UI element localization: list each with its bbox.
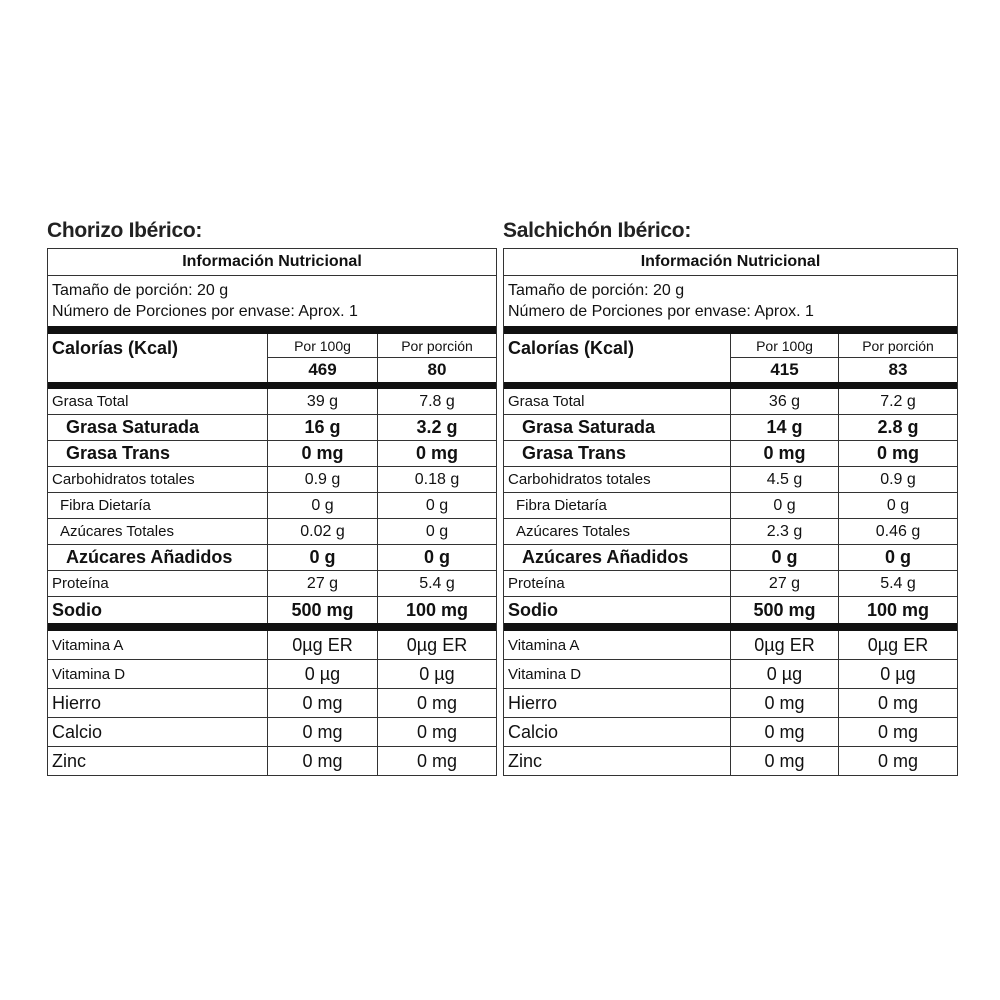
nutrient-row: Sodio 500 mg 100 mg xyxy=(504,597,957,623)
vitamin-row: Calcio 0 mg 0 mg xyxy=(504,718,957,747)
product-panel-salchichon xyxy=(503,216,958,776)
calories-row xyxy=(504,334,957,382)
label-header: Información Nutricional xyxy=(48,249,496,276)
nutrient-row: Grasa Total 39 g 7.8 g xyxy=(48,389,496,415)
servings-per-container: Número de Porciones por envase: Aprox. 1 xyxy=(508,303,814,320)
nutrient-row: Sodio 500 mg 100 mg xyxy=(48,597,496,623)
serving-info xyxy=(504,276,957,326)
servings-per-container: Número de Porciones por envase: Aprox. 1 xyxy=(52,303,358,320)
vitamin-row: Vitamina D 0 µg 0 µg xyxy=(48,660,496,689)
calories-per-serving: 80 xyxy=(427,360,447,379)
vitamin-row: Vitamina A 0µg ER 0µg ER xyxy=(504,631,957,660)
calories-row xyxy=(48,334,496,382)
serving-info xyxy=(48,276,496,326)
vitamin-row: Hierro 0 mg 0 mg xyxy=(48,689,496,718)
calories-label: Calorías (Kcal) xyxy=(504,334,731,382)
nutrient-row: Fibra Dietaría 0 g 0 g xyxy=(48,493,496,519)
vitamin-row: Hierro 0 mg 0 mg xyxy=(504,689,957,718)
col-header-per-100g: Por 100g xyxy=(731,334,838,358)
product-title: Chorizo Ibérico: xyxy=(47,219,203,242)
divider-bar xyxy=(48,623,496,631)
nutrition-label xyxy=(503,248,958,776)
calories-per-serving: 83 xyxy=(888,360,908,379)
serving-size: Tamaño de porción: 20 g xyxy=(508,282,685,299)
nutrient-row: Grasa Saturada 14 g 2.8 g xyxy=(504,415,957,441)
vitamin-row: Calcio 0 mg 0 mg xyxy=(48,718,496,747)
vitamin-row: Vitamina A 0µg ER 0µg ER xyxy=(48,631,496,660)
vitamin-row: Zinc 0 mg 0 mg xyxy=(504,747,957,775)
nutrient-row: Proteína 27 g 5.4 g xyxy=(504,571,957,597)
serving-size: Tamaño de porción: 20 g xyxy=(52,282,229,299)
calories-label: Calorías (Kcal) xyxy=(48,334,268,382)
nutrient-row: Azúcares Añadidos 0 g 0 g xyxy=(48,545,496,571)
nutrient-row: Grasa Saturada 16 g 3.2 g xyxy=(48,415,496,441)
divider-bar xyxy=(48,326,496,334)
nutrient-row: Grasa Trans 0 mg 0 mg xyxy=(48,441,496,467)
divider-bar xyxy=(504,326,957,334)
product-title: Salchichón Ibérico: xyxy=(503,219,692,242)
nutrient-row: Azúcares Totales 0.02 g 0 g xyxy=(48,519,496,545)
nutrient-row: Carbohidratos totales 4.5 g 0.9 g xyxy=(504,467,957,493)
label-header: Información Nutricional xyxy=(504,249,957,276)
divider-bar xyxy=(48,382,496,389)
nutrient-row: Azúcares Añadidos 0 g 0 g xyxy=(504,545,957,571)
calories-per-100g: 469 xyxy=(308,360,337,379)
product-panel-chorizo xyxy=(47,216,497,776)
vitamin-row: Zinc 0 mg 0 mg xyxy=(48,747,496,775)
nutrient-row: Proteína 27 g 5.4 g xyxy=(48,571,496,597)
col-header-per-100g: Por 100g xyxy=(268,334,377,358)
divider-bar xyxy=(504,382,957,389)
nutrient-row: Fibra Dietaría 0 g 0 g xyxy=(504,493,957,519)
col-header-per-serving: Por porción xyxy=(378,334,496,358)
nutrient-row: Grasa Total 36 g 7.2 g xyxy=(504,389,957,415)
nutrient-row: Grasa Trans 0 mg 0 mg xyxy=(504,441,957,467)
calories-per-100g: 415 xyxy=(770,360,799,379)
nutrient-row: Azúcares Totales 2.3 g 0.46 g xyxy=(504,519,957,545)
nutrition-label xyxy=(47,248,497,776)
col-header-per-serving: Por porción xyxy=(839,334,957,358)
divider-bar xyxy=(504,623,957,631)
nutrient-row: Carbohidratos totales 0.9 g 0.18 g xyxy=(48,467,496,493)
vitamin-row: Vitamina D 0 µg 0 µg xyxy=(504,660,957,689)
